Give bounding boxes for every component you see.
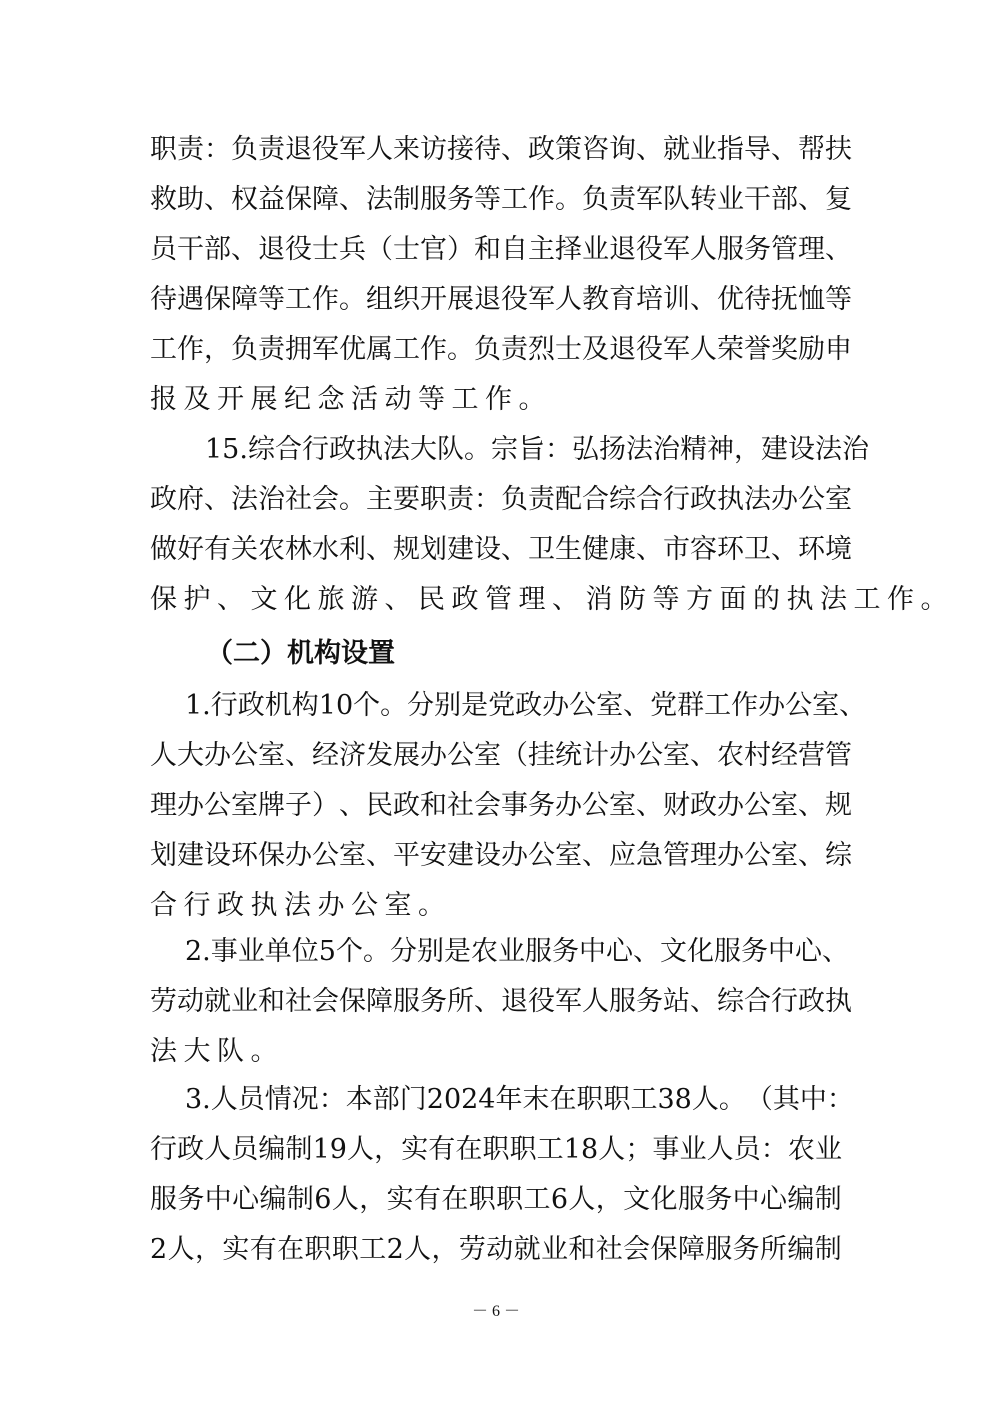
p1-admin-bodies-line: 1. 行 政 机 构 10 个 。 分 别 是 党 政 办 公 室 、 党 群 工 作 办 公 室 、 bbox=[185, 690, 867, 721]
p14-duties-line: 工 作 ， 负 责 拥 军 优 属 工 作 。 负 责 烈 士 及 退 役 军 人 荣 誉 奖 励 申 bbox=[150, 334, 852, 365]
p3-staffing-line: 2 人 ， 实 有 在 职 职 工 2 人 ， 劳 动 就 业 和 社 会 保 障 服 务 所 编 制 bbox=[150, 1234, 842, 1265]
p1-admin-bodies-line: 人 大 办 公 室 、 经 济 发 展 办 公 室 （ 挂 统 计 办 公 室 、 农 村 经 营 管 bbox=[150, 740, 852, 771]
p15-enforcement-line: 15. 综 合 行 政 执 法 大 队 。 宗 旨 ： 弘 扬 法 治 精 神 ， 建 设 法 治 bbox=[205, 434, 869, 465]
p2-public-institutions-line: 法大队。 bbox=[150, 1036, 284, 1067]
p3-staffing-line: 服 务 中 心 编 制 6 人 ， 实 有 在 职 职 工 6 人 ， 文 化 服 务 中 心 编 制 bbox=[150, 1184, 842, 1215]
p14-duties-line: 报及开展纪念活动等工作。 bbox=[150, 384, 552, 415]
p14-duties-line: 待 遇 保 障 等 工 作 。 组 织 开 展 退 役 军 人 教 育 培 训 、 优 待 抚 恤 等 bbox=[150, 284, 852, 315]
p2-public-institutions-line: 劳 动 就 业 和 社 会 保 障 服 务 所 、 退 役 军 人 服 务 站 、 综 合 行 政 执 bbox=[150, 986, 852, 1017]
p3-staffing-line: 3. 人 员 情 况 ： 本 部 门 2024 年 末 在 职 职 工 38 人 。 （ 其 中 ： bbox=[185, 1084, 854, 1115]
page-number: － 6 － bbox=[471, 1303, 520, 1320]
p15-enforcement-line: 保护、文化旅游、民政管理、消防等方面的执法工作。 bbox=[150, 584, 954, 615]
p1-admin-bodies-line: 合行政执法办公室。 bbox=[150, 890, 452, 921]
p15-enforcement-line: 做 好 有 关 农 林 水 利 、 规 划 建 设 、 卫 生 健 康 、 市 容 环 卫 、 环 境 bbox=[150, 534, 852, 565]
p1-admin-bodies-line: 划 建 设 环 保 办 公 室 、 平 安 建 设 办 公 室 、 应 急 管 理 办 公 室 、 综 bbox=[150, 840, 852, 871]
p14-duties-line: 员 干 部 、 退 役 士 兵 （ 士 官 ） 和 自 主 择 业 退 役 军 人 服 务 管 理 、 bbox=[150, 234, 852, 265]
p1-admin-bodies-line: 理 办 公 室 牌 子 ） 、 民 政 和 社 会 事 务 办 公 室 、 财 政 办 公 室 、 规 bbox=[150, 790, 852, 821]
p14-duties-line: 职 责 ： 负 责 退 役 军 人 来 访 接 待 、 政 策 咨 询 、 就 业 指 导 、 帮 扶 bbox=[150, 134, 852, 165]
p3-staffing-line: 行 政 人 员 编 制 19 人 ， 实 有 在 职 职 工 18 人 ； 事 业 人 员 ： 农 业 bbox=[150, 1134, 842, 1165]
p14-duties-line: 救 助 、 权 益 保 障 、 法 制 服 务 等 工 作 。 负 责 军 队 转 业 干 部 、 复 bbox=[150, 184, 852, 215]
p2-public-institutions-line: 2. 事 业 单 位 5 个 。 分 别 是 农 业 服 务 中 心 、 文 化 服 务 中 心 、 bbox=[185, 936, 849, 967]
section-heading: （二）机构设置 bbox=[206, 638, 395, 669]
p15-enforcement-line: 政 府 、 法 治 社 会 。 主 要 职 责 ： 负 责 配 合 综 合 行 政 执 法 办 公 室 bbox=[150, 484, 852, 515]
